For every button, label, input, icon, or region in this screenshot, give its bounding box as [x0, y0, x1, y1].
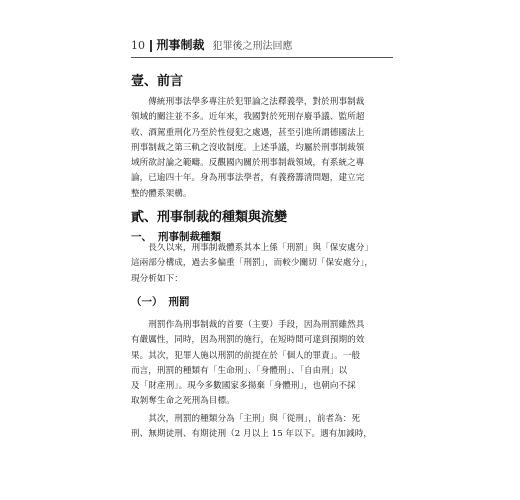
text-line: 整的體系架構。: [131, 188, 192, 199]
text-line: 果。其次，犯罪人施以刑罰的前提在於「個人的罪責」。一般: [131, 350, 361, 361]
text-line: 域所欲討論之範疇。反觀國內關於刑事制裁領域，有系統之專: [131, 158, 365, 169]
subsection-title: 刑事制裁種類: [158, 231, 221, 243]
section-heading-types: 貳、刑事制裁的種類與流變: [131, 210, 288, 225]
text-line: 收、酒駕重刑化乃至於性侵犯之處遇，甚至引進所謂德國法上: [131, 127, 365, 138]
section-heading-intro: 壹、前言: [131, 74, 184, 89]
text-line: 刑罰作為刑事制裁的首要（主要）手段，因為刑罰雖然具: [131, 320, 365, 330]
sanction-types-paragraph: [131, 241, 393, 287]
subsection-number: 一、: [131, 231, 152, 243]
intro-paragraph: [131, 95, 393, 202]
text-line: 刑事制裁之第三軌之沒收制度。上述爭議，均屬於刑事制裁領: [131, 142, 365, 153]
subsection-title: 刑罰: [168, 296, 190, 308]
text-line: 其次，刑罰的種類分為「主刑」與「從刑」，前者為：死: [131, 414, 361, 424]
punishment-paragraph-2: [131, 412, 393, 443]
subsection-heading-punishment: [131, 294, 190, 309]
text-line: 現分析如下：: [131, 273, 183, 284]
running-header: [131, 36, 393, 56]
book-title: 刑事制裁: [156, 38, 205, 52]
header-divider-bar: [150, 40, 152, 52]
text-line: 有嚴厲性，同時，因為刑罰的施行，在短時間可達到預期的效: [131, 335, 365, 346]
text-line: 刑、無期徒刑、有期徒刑（2 月以上 15 年以下。遇有加減時，: [131, 429, 372, 440]
subsection-number: （一）: [131, 296, 163, 308]
page-number: 10: [131, 39, 145, 52]
text-line: 傳統刑事法學多專注於犯罪論之法釋義學，對於刑事制裁: [131, 97, 365, 107]
header-rule: [131, 57, 393, 58]
text-line: 而言，刑罰的種類有「生命刑」、「身體刑」、「自由刑」以: [131, 365, 348, 376]
text-line: 長久以來，刑事制裁體系其本上係「刑罰」與「保安處分」: [131, 243, 374, 253]
text-line: 領域的關注並不多。近年來，我國對於死刑存廢爭議、監所超: [131, 112, 365, 123]
text-line: 這兩部分構成，過去多偏重「刑罰」，而較少關切「保安處分」，: [131, 258, 374, 269]
chapter-title: 犯罪後之刑法回應: [212, 41, 293, 52]
text-line: 論，已逾四十年。身為刑事法學者，有義務籌清問題，建立完: [131, 173, 365, 184]
text-line: 及「財產刑」。現今多數國家多揚棄「身體刑」，也朝向不採: [131, 381, 356, 392]
punishment-paragraph-1: [131, 318, 393, 410]
text-line: 取剝奪生命之死刑為目標。: [131, 396, 235, 407]
